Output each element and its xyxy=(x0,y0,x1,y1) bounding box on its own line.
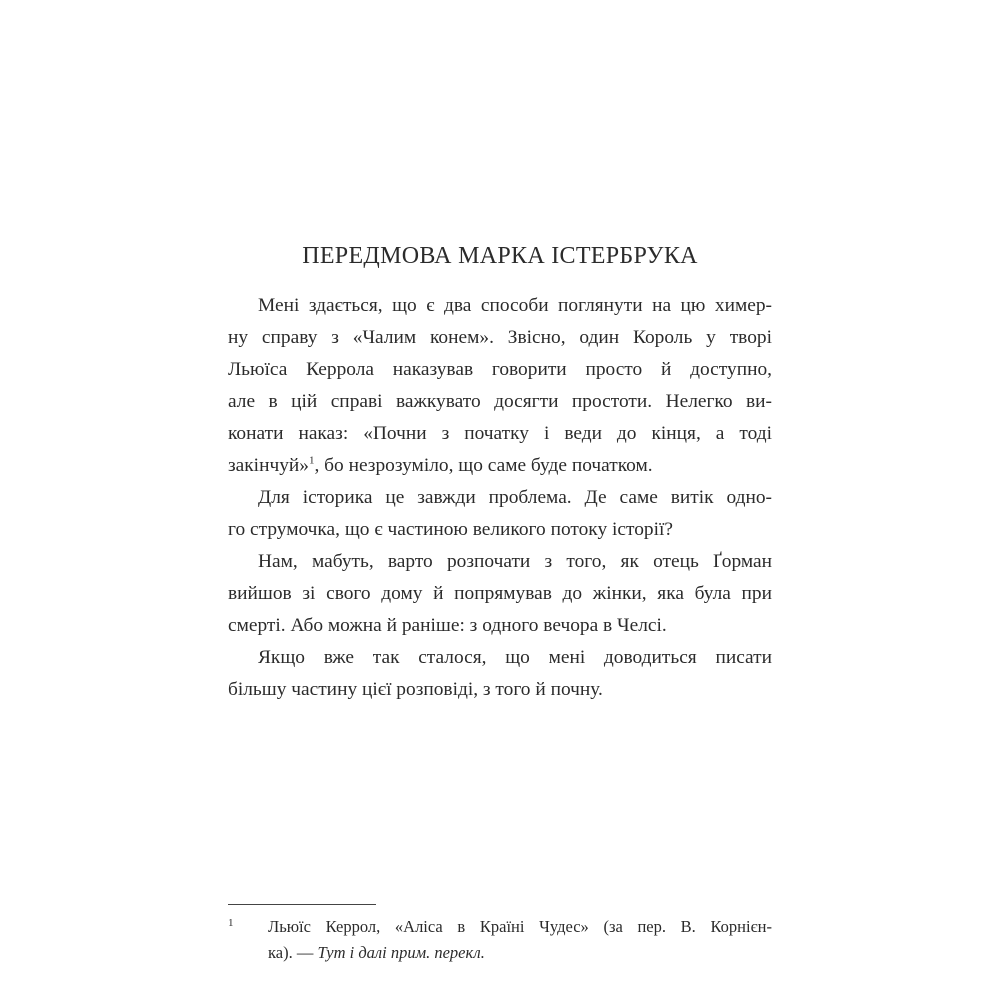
text-line xyxy=(228,450,772,482)
paragraph-2 xyxy=(228,482,772,546)
text-line: Мені здається, що є два способи поглянути на цю химер- xyxy=(258,295,772,316)
paragraph-3 xyxy=(228,546,772,642)
footnote-reference[interactable]: 1 xyxy=(308,454,315,467)
text-line: Якщо вже так сталося, що мені доводиться писати xyxy=(258,647,772,668)
text-fragment: закінчуй» xyxy=(228,455,309,476)
text-line: конати наказ: «Почни з початку і веди до кінця, а тоді xyxy=(228,423,772,444)
text-line: більшу частину цієї розповіді, з того й почну. xyxy=(228,679,603,700)
text-line: Нам, мабуть, варто розпочати з того, як отець Ґорман xyxy=(258,551,772,572)
text-fragment: , бо незрозуміло, що саме буде початком. xyxy=(314,455,653,476)
footnote-line: Льюїс Керрол, «Аліса в Країні Чудес» (за пер. В. Корнієн- xyxy=(268,917,772,936)
footnote-line xyxy=(228,940,772,966)
footnote-divider xyxy=(228,904,376,905)
footnote-mark: 1 xyxy=(228,917,234,929)
body-text xyxy=(228,290,772,706)
footnote xyxy=(228,914,772,966)
chapter-heading: ПЕРЕДМОВА МАРКА ІСТЕРБРУКА xyxy=(302,243,698,269)
text-line: го струмочка, що є частиною великого потоку історії? xyxy=(228,519,673,540)
text-line: Льюїса Керрола наказував говорити просто й доступно, xyxy=(228,359,772,380)
text-line: ну справу з «Чалим конем». Звісно, один Король у творі xyxy=(228,327,772,348)
paragraph-1 xyxy=(228,290,772,482)
text-line: але в цій справі важкувато досягти простоти. Нелегко ви- xyxy=(228,391,772,412)
text-line: смерті. Або можна й раніше: з одного вечора в Челсі. xyxy=(228,615,667,636)
text-line: вийшов зі свого дому й попрямував до жінки, яка була при xyxy=(228,583,772,604)
text-line: Для історика це завжди проблема. Де саме витік одно- xyxy=(258,487,772,508)
footnote-text: ка). — xyxy=(268,943,318,962)
footnote-italic-text: Тут і далі прим. перекл. xyxy=(317,943,485,962)
paragraph-4 xyxy=(228,642,772,706)
